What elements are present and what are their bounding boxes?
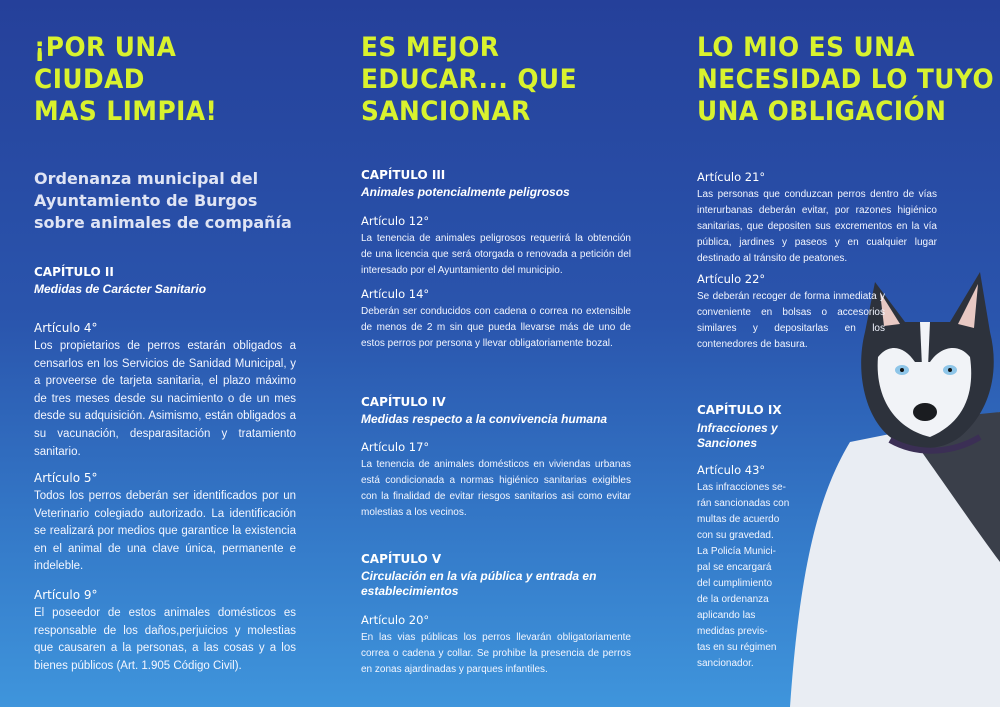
chapter-subtitle: Animales potencialmente peligrosos <box>361 185 570 199</box>
article-title: Artículo 17° <box>361 440 430 454</box>
article-21 <box>697 170 937 267</box>
text-line: aplicando las <box>697 610 756 621</box>
chapter-subtitle-line: Infracciones y <box>697 421 778 435</box>
chapter-title: CAPÍTULO III <box>361 168 446 182</box>
headline-line: SANCIONAR <box>361 96 531 127</box>
article-text: Se deberán recoger de forma inmediata y conveniente en bolsas o accesorios similares y depositarlas en los contenedores de basura. <box>697 291 885 350</box>
article-5 <box>34 471 296 576</box>
subtitle-line: Ayuntamiento de Burgos <box>34 191 258 210</box>
article-text: Deberán ser conducidos con cadena o correa no extensible de menos de 2 m sin que pueda llevarse más de uno de estos perros por persona y llevar obligatoriamente bozal. <box>361 306 631 349</box>
chapter-4 <box>361 395 631 427</box>
chapter-subtitle: Medidas de Carácter Sanitario <box>34 282 207 296</box>
headline-line: MAS LIMPIA! <box>34 96 218 127</box>
chapter-subtitle: Circulación en la vía pública y entrada en establecimientos <box>361 569 597 598</box>
chapter-title: CAPÍTULO V <box>361 552 442 566</box>
text-line: multas de acuerdo <box>697 514 780 525</box>
chapter-title: CAPÍTULO IX <box>697 403 782 417</box>
article-20 <box>361 613 631 678</box>
headline-line: EDUCAR... QUE <box>361 64 577 95</box>
text-line: medidas previs- <box>697 626 768 637</box>
text-line: pal se encargará <box>697 562 772 573</box>
article-text: Todos los perros deberán ser identificados por un Veterinario colegiado autorizado. La identificación se realizará por medios que garantice la existencia en el animal de una clave única, permanente e indeleble. <box>34 490 296 573</box>
text-line: tas en su régimen <box>697 642 777 653</box>
article-title: Artículo 20° <box>361 613 430 627</box>
text-line: sancionador. <box>697 658 754 669</box>
article-title: Artículo 5° <box>34 471 98 485</box>
text-line: Las infracciones se- <box>697 482 786 493</box>
article-12 <box>361 214 631 279</box>
chapter-title: CAPÍTULO IV <box>361 395 446 409</box>
article-4 <box>34 321 296 461</box>
article-text: Los propietarios de perros estarán obligados a censarlos en los Servicios de Sanidad Municipal, y a proveerse de tarjeta sanitaria, el plazo máximo de tres meses desde su nacimiento o de un mes desde su adquisición. Asimismo, están obligados a su vacunación, desparasitación y tratamiento sanitario. <box>34 340 296 458</box>
headline-line: ES MEJOR <box>361 32 500 63</box>
subtitle-line: Ordenanza municipal del <box>34 169 259 188</box>
text-line: La Policía Munici- <box>697 546 776 557</box>
chapter-3 <box>361 168 631 200</box>
text-line: de la ordenanza <box>697 594 769 605</box>
chapter-9 <box>697 403 807 451</box>
article-text <box>697 480 807 672</box>
chapter-subtitle-line: Sanciones <box>697 436 758 450</box>
article-text: Las personas que conduzcan perros dentro de vías interurbanas deberán evitar, por razones higiénico sanitarias, que depositen sus excrementos en la vía pública, jardines y paseos y en cualquier lugar destinado al tránsito de peatones. <box>697 189 937 264</box>
ordinance-subtitle <box>34 168 304 234</box>
text-line: del cumplimiento <box>697 578 773 589</box>
headline-col3 <box>697 32 994 128</box>
headline-line: ¡POR UNA <box>34 32 177 63</box>
column-2 <box>361 0 631 707</box>
chapter-2 <box>34 265 296 297</box>
article-title: Artículo 22° <box>697 272 766 286</box>
headline-line: CIUDAD <box>34 64 145 95</box>
article-22 <box>697 272 885 353</box>
headline-line: NECESIDAD LO TUYO <box>697 64 995 95</box>
article-text: El poseedor de estos animales domésticos es responsable de los daños,perjuicios y molestias que causaren a la personas, a las cosas y a los bienes públicos (Art. 1.905 Código Civil). <box>34 607 296 672</box>
article-text: En las vias públicas los perros llevarán obligatoriamente correa o cadena y collar. Se prohibe la presencia de perros en zonas ajardinadas y parques infantiles. <box>361 632 631 675</box>
text-line: rán sancionadas con <box>697 498 790 509</box>
chapter-subtitle: Medidas respecto a la convivencia humana <box>361 412 608 426</box>
headline-line: LO MIO ES UNA <box>697 32 916 63</box>
article-title: Artículo 21° <box>697 170 766 184</box>
article-43 <box>697 463 807 672</box>
chapter-title: CAPÍTULO II <box>34 265 114 279</box>
article-17 <box>361 440 631 521</box>
headline-col1 <box>34 32 217 128</box>
article-title: Artículo 4° <box>34 321 98 335</box>
article-title: Artículo 9° <box>34 588 98 602</box>
column-3 <box>697 0 995 707</box>
text-line: con su gravedad. <box>697 530 774 541</box>
subtitle-line: sobre animales de compañía <box>34 213 292 232</box>
article-text: La tenencia de animales peligrosos requerirá la obtención de una licencia que será otorgada o renovada a petición del interesado por el Ayuntamiento del municipio. <box>361 233 631 276</box>
article-14 <box>361 287 631 352</box>
article-text: La tenencia de animales domésticos en viviendas urbanas está condicionada a normas higiénico sanitarias exigibles con la finalidad de evitar riesgos sanitarios asi como evitar molestias a los vecinos. <box>361 459 631 518</box>
article-title: Artículo 14° <box>361 287 430 301</box>
headline-line: UNA OBLIGACIÓN <box>697 96 947 127</box>
column-1 <box>34 0 296 707</box>
article-title: Artículo 12° <box>361 214 430 228</box>
headline-col2 <box>361 32 577 128</box>
article-9 <box>34 588 296 675</box>
article-title: Artículo 43° <box>697 463 766 477</box>
chapter-subtitle <box>697 421 807 451</box>
chapter-5 <box>361 552 631 599</box>
